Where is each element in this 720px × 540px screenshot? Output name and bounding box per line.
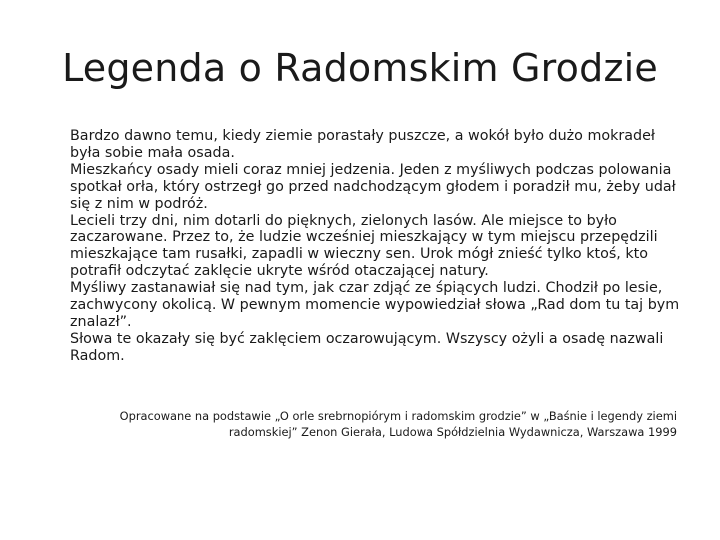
slide-title: Legenda o Radomskim Grodzie: [62, 46, 658, 90]
citation-line-1: Opracowane na podstawie „O orle srebrnopiórym i radomskim grodzie” w „Baśnie i legendy ziemi: [119, 409, 677, 423]
paragraph-5: Słowa te okazały się być zaklęciem oczarowującym. Wszyscy ożyli a osadę nazwali Radom.: [70, 330, 664, 364]
citation-line-2: radomskiej” Zenon Gierała, Ludowa Spółdzielnia Wydawnicza, Warszawa 1999: [228, 425, 677, 439]
paragraph-2: Mieszkańcy osady mieli coraz mniej jedzenia. Jeden z myśliwych podczas polowania spotkał orła, który ostrzegł go przed nadchodzącym głodem i poradził mu, żeby udał się z nim w podróż.: [70, 161, 676, 212]
paragraph-4: Myśliwy zastanawiał się nad tym, jak czar zdjąć ze śpiących ludzi. Chodził po lesie, zachwycony okolicą. W pewnym momencie wypowiedział słowa „Rad dom tu taj bym znalazł”.: [70, 280, 680, 330]
slide-body: [70, 128, 682, 365]
paragraph-3: Lecieli trzy dni, nim dotarli do pięknych, zielonych lasów. Ale miejsce to było zaczarowane. Przez to, że ludzie wcześniej mieszkający w tym miejscu przepędzili mieszkające tam rusałki, zapadli w wieczny sen. Urok mógł znieść tylko ktoś, kto potrafił odczytać zaklęcie ukryte wśród otaczającej natury.: [70, 212, 658, 280]
paragraph-1: Bardzo dawno temu, kiedy ziemie porastały puszcze, a wokół było dużo mokradeł była sobie mała osada.: [70, 128, 655, 161]
source-citation: [60, 408, 677, 440]
